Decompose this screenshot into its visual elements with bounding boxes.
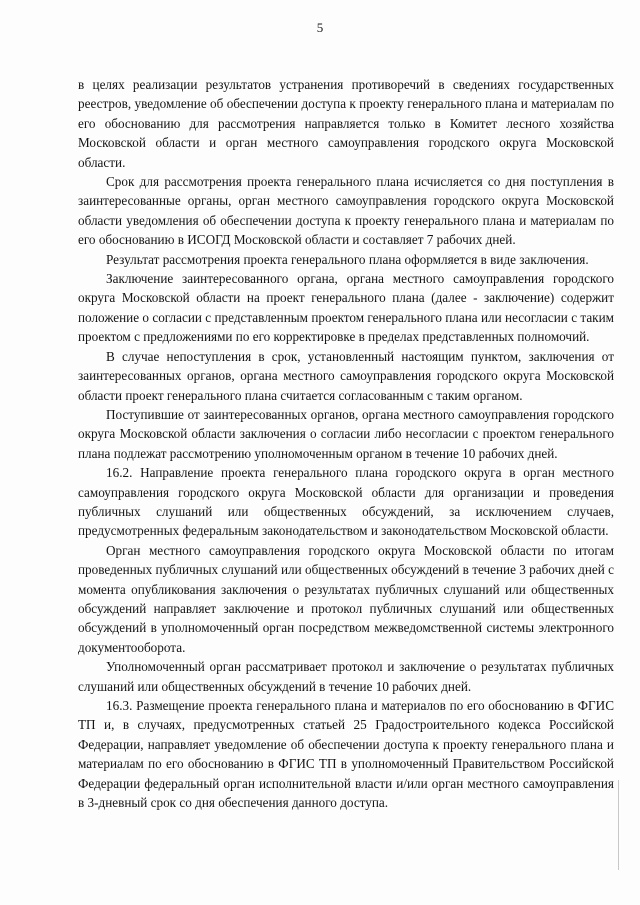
paragraph-review-result: Результат рассмотрения проекта генерального плана оформляется в виде заключения. bbox=[106, 251, 589, 267]
paragraph-local-authority-results: Орган местного самоуправления городского округа Московской области по итогам проведенных публичных слушаний или общественных обсуждений в течение 3 рабочих дней с момента опубликования заключения о результатах публичных слушаний или общественных обсуждений направляет заключение и протокол публичных слушаний или общественных обсуждений в уполномоченный орган посредством межведомственной системы электронного документооборота. bbox=[78, 542, 614, 655]
paragraph-section-16-3: 16.3. Размещение проекта генерального плана и материалов по его обоснованию в ФГИС ТП и, в случаях, предусмотренных статьей 25 Градостроительного кодекса Российской Федерации, направляет уведомление об обеспечении доступа к проекту генерального плана и материалам по его обоснованию в ФГИС ТП в уполномоченный Правительством Российской Федерации федеральный орган исполнительной власти и/или орган местного самоуправления в 3-дневный срок со дня обеспечения данного доступа. bbox=[78, 698, 614, 811]
paragraph-authorized-body-review: Уполномоченный орган рассматривает протокол и заключение о результатах публичных слушаний или общественных обсуждений в течение 10 рабочих дней. bbox=[78, 659, 614, 694]
paragraph-review-period: Срок для рассмотрения проекта генерального плана исчисляется со дня поступления в заинтересованные органы, орган местного самоуправления городского округа Московской области уведомления об обеспечении доступа к проекту генерального плана и материалам по его обоснованию в ИСОГД Московской области и составляет 7 рабочих дней. bbox=[78, 174, 614, 248]
paragraph-non-receipt: В случае непоступления в срок, установленный настоящим пунктом, заключения от заинтересованных органов, органа местного самоуправления городского округа Московской области проект генерального плана считается согласованным с таким органом. bbox=[78, 348, 614, 403]
page-number: 5 bbox=[316, 20, 324, 35]
paragraph-received-conclusions: Поступившие от заинтересованных органов, органа местного самоуправления городского округа Московской области заключения о согласии либо несогласии с проектом генерального плана подлежат рассмотрению уполномоченным органом в течение 10 рабочих дней. bbox=[78, 406, 614, 461]
paragraph-section-16-2: 16.2. Направление проекта генерального плана городского округа в орган местного самоуправления городского округа Московской области для организации и проведения публичных слушаний или общественных обсуждений, за исключением случаев, предусмотренных федеральным законодательством и законодательством Московской области. bbox=[78, 465, 614, 539]
document-body bbox=[78, 75, 614, 812]
scan-edge-mark bbox=[618, 780, 619, 870]
paragraph-continuation: в целях реализации результатов устранения противоречий в сведениях государственных реестров, уведомление об обеспечении доступа к проекту генерального плана и материалам по его обоснованию для рассмотрения направляется только в Комитет лесного хозяйства Московской области и орган местного самоуправления городского округа Московской области. bbox=[78, 77, 614, 170]
paragraph-conclusion-content: Заключение заинтересованного органа, органа местного самоуправления городского округа Московской области на проект генерального плана (далее - заключение) содержит положение о согласии с представленным проектом генерального плана или несогласии с таким проектом с предложениями по его корректировке в пределах представленных полномочий. bbox=[78, 271, 614, 345]
